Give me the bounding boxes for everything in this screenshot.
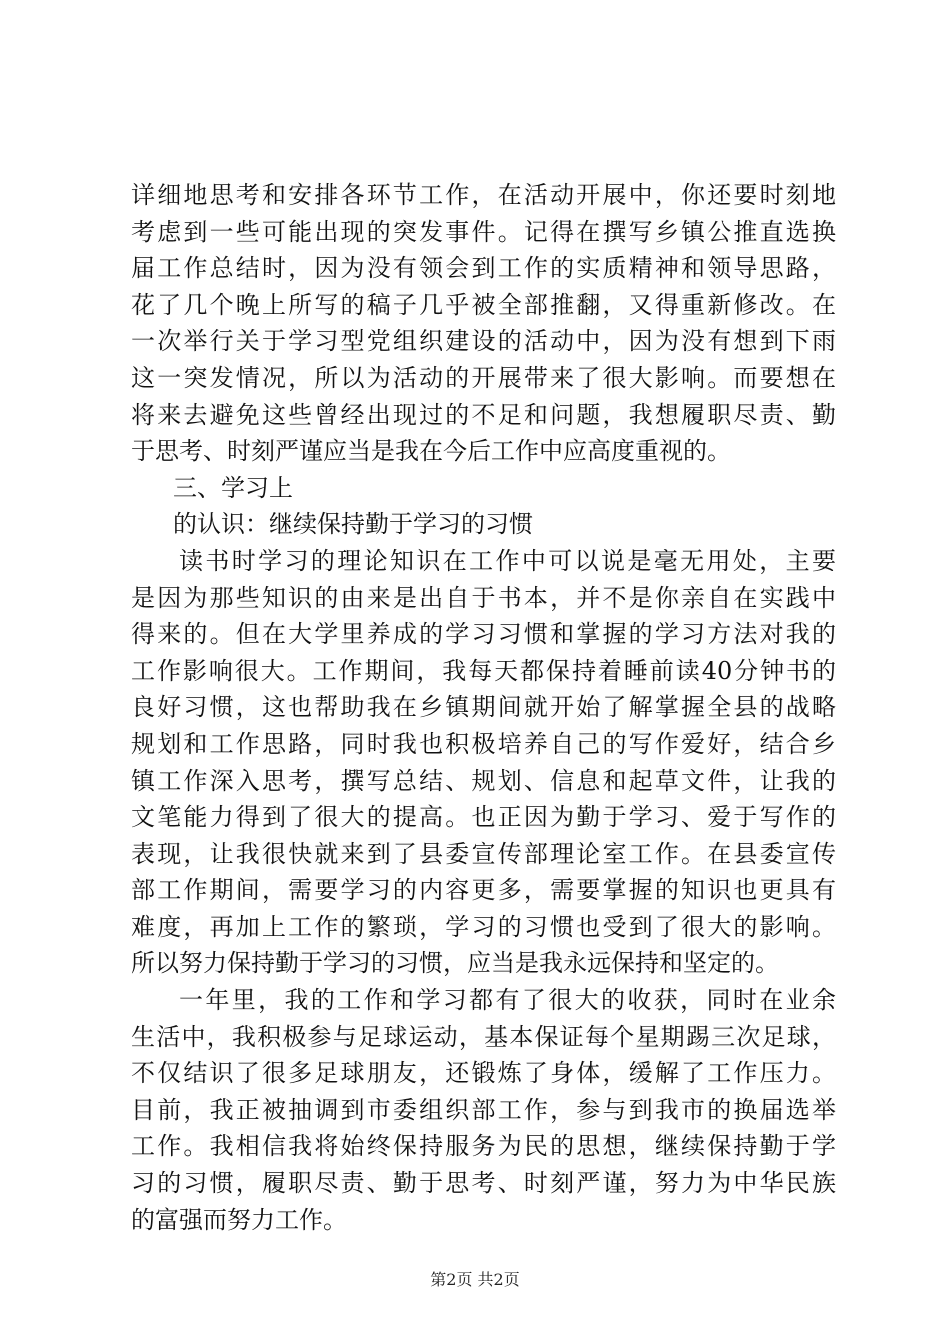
- text-line: 目前，我正被抽调到市委组织部工作，参与到我市的换届选举: [131, 1095, 836, 1124]
- section-heading: 三、学习上: [173, 473, 293, 502]
- text-line: 工作影响很大。工作期间，我每天都保持着睡前读40分钟书的: [131, 656, 836, 685]
- paragraph-first-line: 一年里，我的工作和学习都有了很大的收获，同时在业余: [179, 986, 836, 1015]
- text-line: 详细地思考和安排各环节工作，在活动开展中，你还要时刻地: [131, 181, 836, 209]
- text-line: 文笔能力得到了很大的提高。也正因为勤于学习、爱于写作的: [131, 803, 836, 832]
- text-line: 考虑到一些可能出现的突发事件。记得在撰写乡镇公推直选换: [131, 217, 836, 246]
- text-line: 镇工作深入思考，撰写总结、规划、信息和起草文件，让我的: [131, 766, 836, 795]
- text-line: 表现，让我很快就来到了县委宣传部理论室工作。在县委宣传: [131, 839, 836, 868]
- text-line: 部工作期间，需要学习的内容更多，需要掌握的知识也更具有: [131, 876, 836, 905]
- text-line: 这一突发情况，所以为活动的开展带来了很大影响。而要想在: [131, 363, 836, 392]
- page-number-footer: 第2页 共2页: [430, 1270, 520, 1289]
- text-line: 生活中，我积极参与足球运动，基本保证每个星期踢三次足球，: [131, 1022, 836, 1051]
- text-line: 不仅结识了很多足球朋友，还锻炼了身体，缓解了工作压力。: [131, 1059, 836, 1088]
- text-line: 规划和工作思路，同时我也积极培养自己的写作爱好，结合乡: [131, 729, 836, 758]
- text-line: 得来的。但在大学里养成的学习习惯和掌握的学习方法对我的: [131, 620, 836, 649]
- document-body: [131, 177, 836, 1238]
- text-line: 工作。我相信我将始终保持服务为民的思想，继续保持勤于学: [131, 1132, 836, 1161]
- text-line: 习的习惯，履职尽责、勤于思考、时刻严谨，努力为中华民族: [131, 1169, 836, 1198]
- text-line: 花了几个晚上所写的稿子几乎被全部推翻，又得重新修改。在: [131, 290, 836, 319]
- text-line: 所以努力保持勤于学习的习惯，应当是我永远保持和坚定的。: [131, 949, 779, 978]
- text-line: 于思考、时刻严谨应当是我在今后工作中应高度重视的。: [131, 437, 731, 466]
- text-line: 一次举行关于学习型党组织建设的活动中，因为没有想到下雨: [131, 327, 836, 356]
- text-line: 难度，再加上工作的繁琐，学习的习惯也受到了很大的影响。: [131, 912, 836, 941]
- text-line: 将来去避免这些曾经出现过的不足和问题，我想履职尽责、勤: [131, 400, 836, 429]
- paragraph-first-line: 读书时学习的理论知识在工作中可以说是毫无用处，主要: [179, 546, 836, 575]
- section-subheading: 的认识：继续保持勤于学习的习惯: [173, 510, 533, 539]
- text-line: 良好习惯，这也帮助我在乡镇期间就开始了解掌握全县的战略: [131, 693, 836, 722]
- text-line: 是因为那些知识的由来是出自于书本，并不是你亲自在实践中: [131, 583, 836, 612]
- text-line: 届工作总结时，因为没有领会到工作的实质精神和领导思路，: [131, 254, 836, 283]
- text-line: 的富强而努力工作。: [131, 1205, 347, 1234]
